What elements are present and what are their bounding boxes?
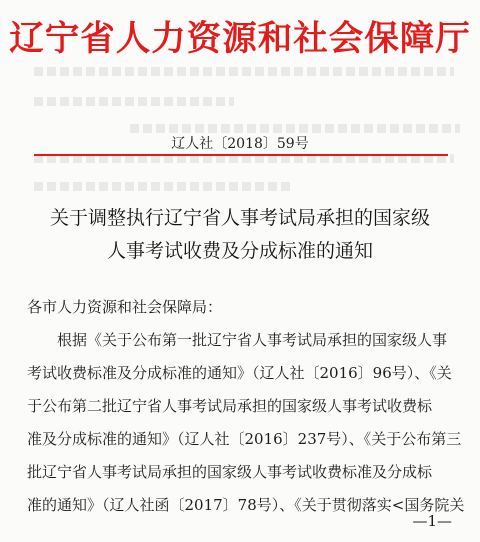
ghost-line bbox=[34, 182, 294, 191]
ghost-line bbox=[34, 67, 454, 76]
ghost-line bbox=[34, 97, 234, 106]
body-line: 考试收费标准及分成标准的通知》（辽人社〔2016〕96号）、《关 bbox=[27, 364, 452, 382]
notice-title-line-2: 人事考试收费及分成标准的通知 bbox=[106, 240, 373, 262]
body-line: 于公布第二批辽宁省人事考试局承担的国家级人事考试收费标 bbox=[27, 397, 433, 415]
body-line: 准及分成标准的通知》（辽人社〔2016〕237号）、《关于公布第三 bbox=[27, 430, 462, 448]
notice-title-line-1: 关于调整执行辽宁省人事考试局承担的国家级 bbox=[49, 207, 430, 229]
body-line: 根据《关于公布第一批辽宁省人事考试局承担的国家级人事 bbox=[57, 331, 448, 349]
document-number: 辽人社〔2018〕59号 bbox=[171, 136, 309, 152]
salutation: 各市人力资源和社会保障局： bbox=[27, 298, 223, 316]
body-line: 批辽宁省人事考试局承担的国家级人事考试收费标准及分成标 bbox=[27, 463, 433, 481]
page-number: —1— bbox=[412, 512, 452, 530]
body-line: 准的通知》（辽人社函〔2017〕78号）、《关于贯彻落实<国务院关 bbox=[27, 496, 465, 514]
ghost-line bbox=[130, 124, 460, 133]
issuer-header: 辽宁省人力资源和社会保障厅 bbox=[9, 19, 471, 59]
red-divider-line bbox=[34, 154, 448, 156]
